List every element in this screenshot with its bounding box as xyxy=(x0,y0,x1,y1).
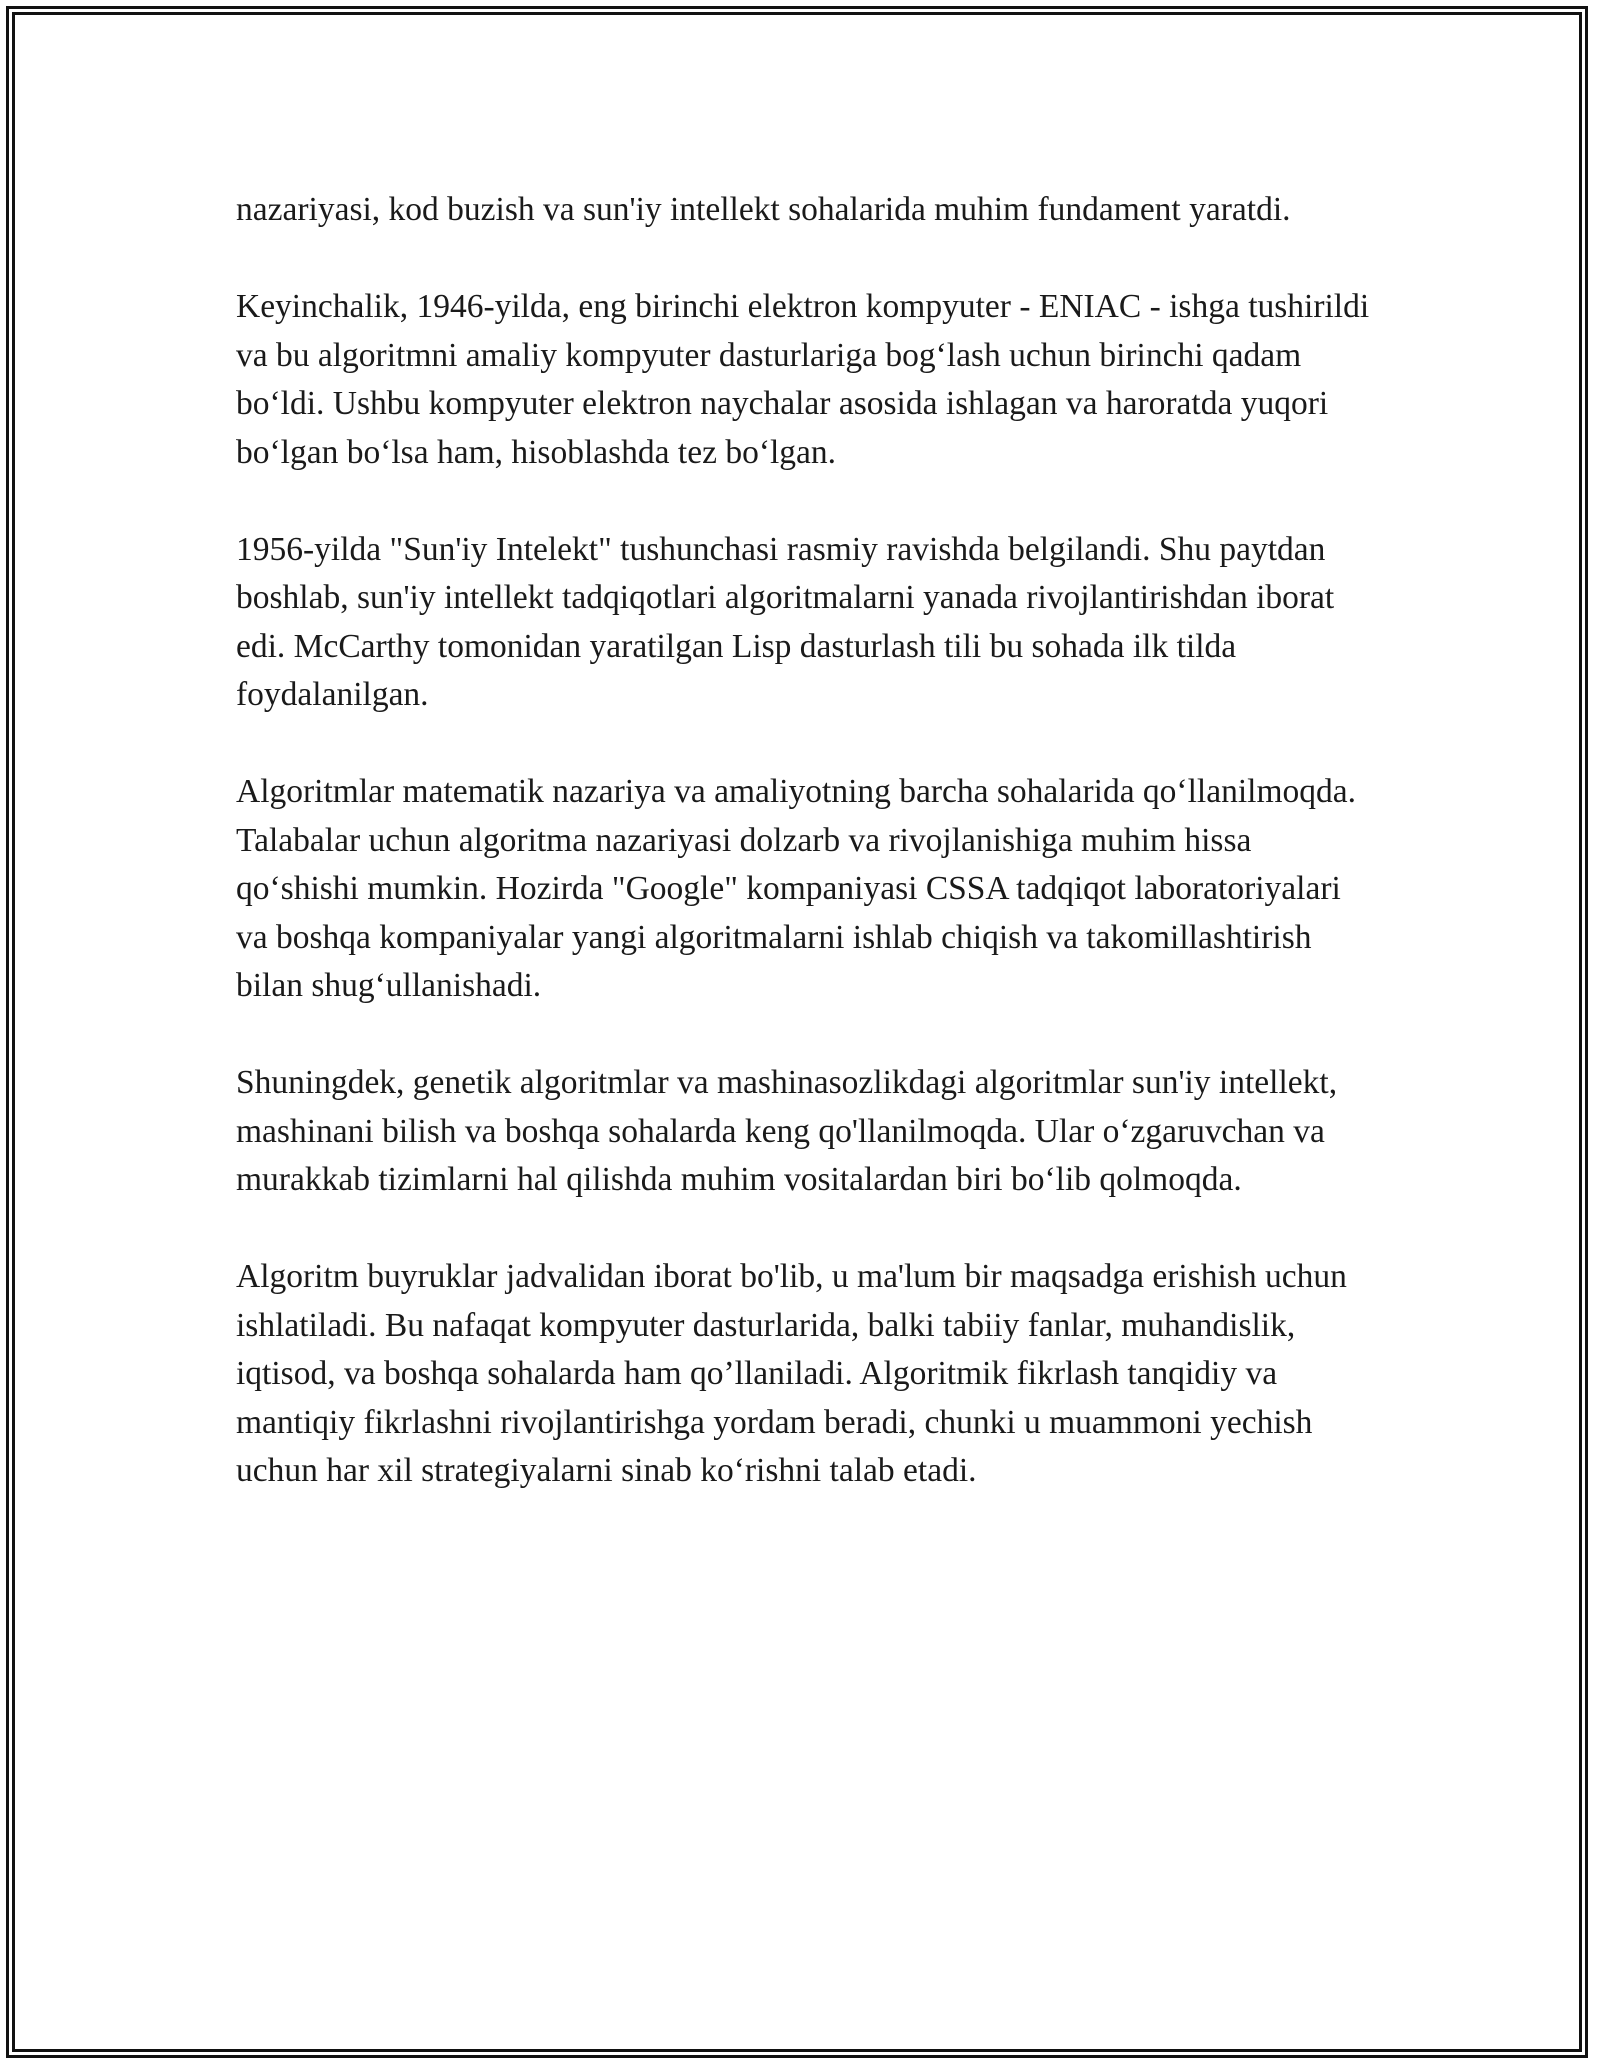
paragraph: Algoritm buyruklar jadvalidan iborat bo'lib, u ma'lum bir maqsadga erishish uchun ishlatiladi. Bu nafaqat kompyuter dasturlarida, balki tabiiy fanlar, muhandislik, iqtisod, va boshqa sohalarda ham qo’llaniladi. Algoritmik fikrlash tanqidiy va mantiqiy fikrlashni rivojlantirishga yordam beradi, chunki u muammoni yechish uchun har xil strategiyalarni sinab ko‘rishni talab etadi. xyxy=(236,1258,1347,1489)
document-body xyxy=(236,186,1376,1496)
paragraph: Keyinchalik, 1946-yilda, eng birinchi elektron kompyuter - ENIAC - ishga tushirildi va bu algoritmni amaliy kompyuter dasturlariga bog‘lash uchun birinchi qadam bo‘ldi. Ushbu kompyuter elektron naychalar asosida ishlagan va haroratda yuqori bo‘lgan bo‘lsa ham, hisoblashda tez bo‘lgan. xyxy=(236,288,1370,471)
paragraph: nazariyasi, kod buzish va sun'iy intellekt sohalarida muhim fundament yaratdi. xyxy=(236,191,1291,228)
paragraph: Shuningdek, genetik algoritmlar va mashinasozlikdagi algoritmlar sun'iy intellekt, mashinani bilish va boshqa sohalarda keng qo'llanilmoqda. Ular o‘zgaruvchan va murakkab tizimlarni hal qilishda muhim vositalardan biri bo‘lib qolmoqda. xyxy=(236,1064,1338,1198)
paragraph: Algoritmlar matematik nazariya va amaliyotning barcha sohalarida qo‘llanilmoqda. Talabalar uchun algoritma nazariyasi dolzarb va rivojlanishiga muhim hissa qo‘shishi mumkin. Hozirda "Google" kompaniyasi CSSA tadqiqot laboratoriyalari va boshqa kompaniyalar yangi algoritmalarni ishlab chiqish va takomillashtirish bilan shug‘ullanishadi. xyxy=(236,773,1356,1004)
paragraph: 1956-yilda "Sun'iy Intelekt" tushunchasi rasmiy ravishda belgilandi. Shu paytdan boshlab, sun'iy intellekt tadqiqotlari algoritmalarni yanada rivojlantirishdan iborat edi. McCarthy tomonidan yaratilgan Lisp dasturlash tili bu sohada ilk tilda foydalanilgan. xyxy=(236,530,1335,713)
